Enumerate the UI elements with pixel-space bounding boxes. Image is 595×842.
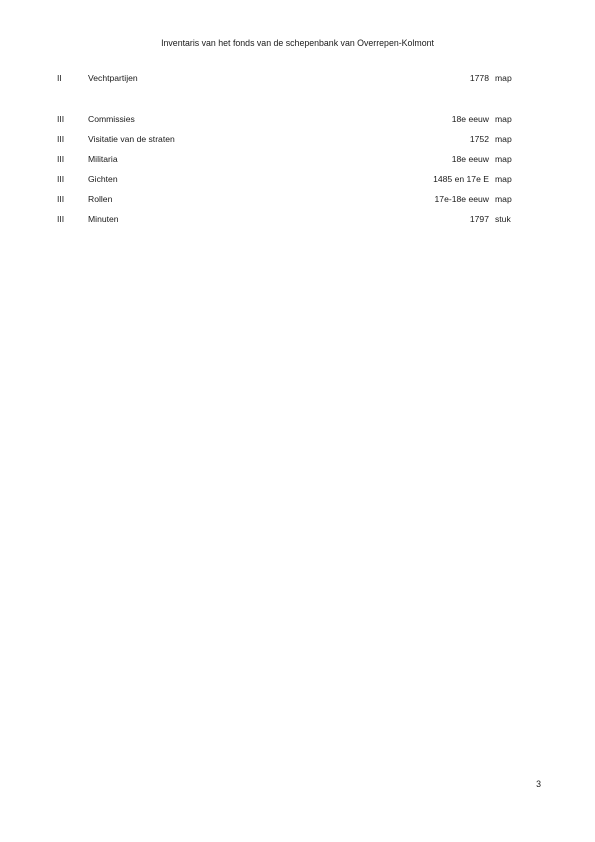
inventory-row (0, 212, 595, 226)
row-date: 1485 en 17e E (433, 174, 489, 184)
row-type: map (495, 194, 512, 204)
row-date: 1778 (469, 73, 489, 83)
row-level: III (57, 194, 65, 204)
row-level: III (57, 214, 65, 224)
row-type: map (495, 73, 512, 83)
row-date: 17e-18e eeuw (434, 194, 489, 204)
row-type: map (495, 134, 512, 144)
page-header: Inventaris van het fonds van de schepenbank van Overrepen-Kolmont (161, 38, 434, 48)
row-title: Rollen (88, 194, 113, 204)
row-date: 18e eeuw (451, 114, 489, 124)
row-date: 18e eeuw (451, 154, 489, 164)
row-type: map (495, 154, 512, 164)
row-title: Vechtpartijen (88, 73, 138, 83)
row-level: III (57, 134, 65, 144)
inventory-row (0, 132, 595, 146)
row-date: 1752 (469, 134, 489, 144)
row-type: map (495, 114, 512, 124)
row-title: Visitatie van de straten (88, 134, 175, 144)
row-title: Minuten (88, 214, 119, 224)
row-level: II (57, 73, 62, 83)
row-title: Gichten (88, 174, 118, 184)
row-title: Militaria (88, 154, 118, 164)
row-date: 1797 (469, 214, 489, 224)
inventory-row (0, 192, 595, 206)
row-type: map (495, 174, 512, 184)
inventory-row (0, 152, 595, 166)
inventory-row (0, 71, 595, 85)
inventory-row (0, 172, 595, 186)
row-level: III (57, 154, 65, 164)
row-level: III (57, 114, 65, 124)
row-level: III (57, 174, 65, 184)
inventory-row (0, 112, 595, 126)
page-number: 3 (536, 779, 541, 789)
row-type: stuk (495, 214, 511, 224)
row-title: Commissies (88, 114, 135, 124)
